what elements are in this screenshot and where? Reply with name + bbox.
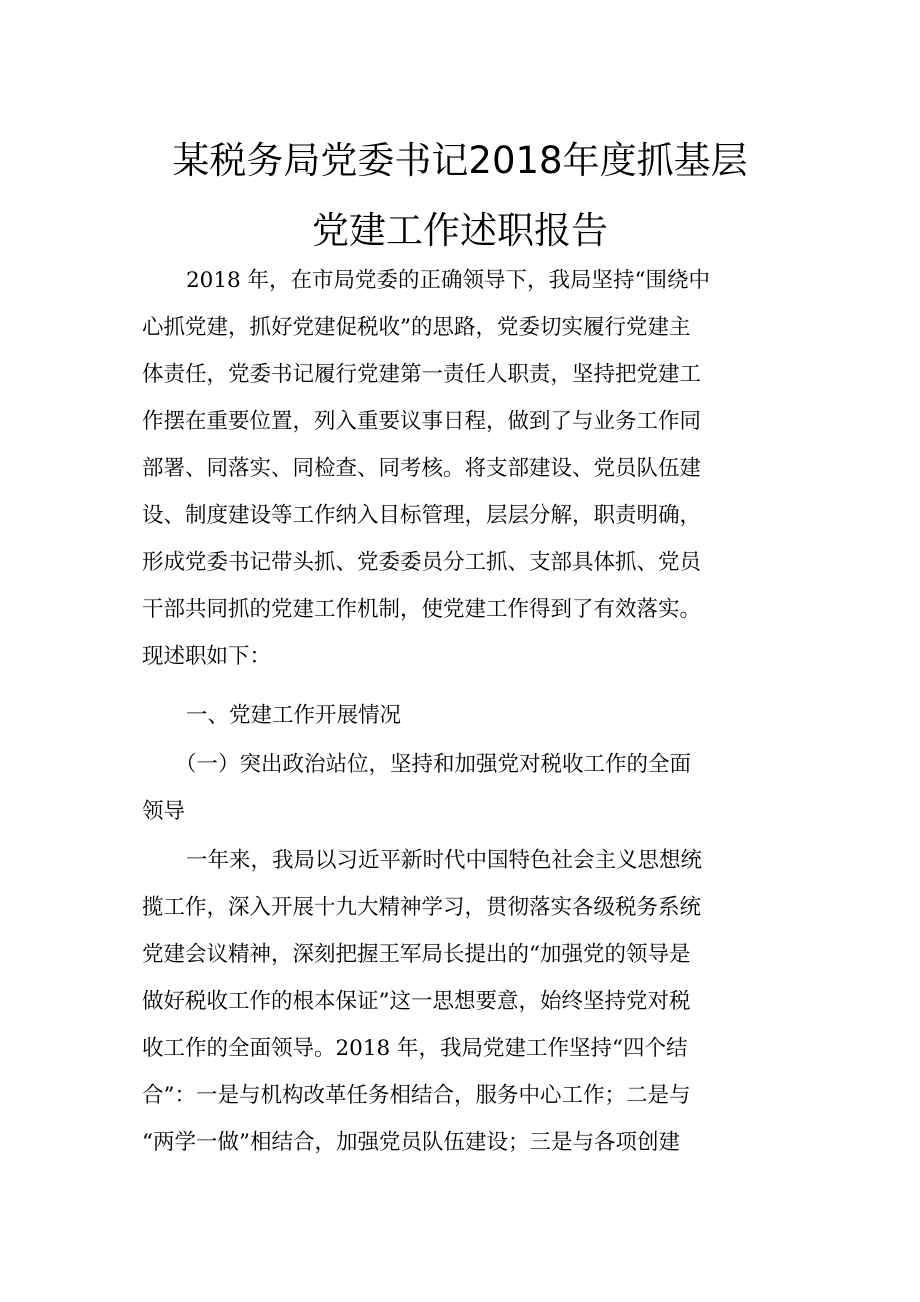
document-title-line-1: 某税务局党委书记2018年度抓基层	[172, 139, 748, 182]
paragraph-line: 合”：一是与机构改革任务相结合，服务中心工作；二是与	[142, 1083, 691, 1108]
paragraph-line: 部署、同落实、同检查、同考核。将支部建设、党员队伍建	[142, 456, 702, 481]
paragraph-line: 党建会议精神，深刻把握王军局长提出的“加强党的领导是	[142, 942, 691, 967]
subsection-heading: （一）突出政治站位，坚持和加强党对税收工作的全面	[175, 752, 692, 777]
paragraph-line: 一年来，我局以习近平新时代中国特色社会主义思想统	[186, 848, 703, 873]
section-heading: 一、党建工作开展情况	[186, 703, 402, 728]
paragraph-line: 做好税收工作的根本保证”这一思想要意，始终坚持党对税	[142, 989, 691, 1014]
paragraph-line: 收工作的全面领导。2018 年，我局党建工作坚持“四个结	[142, 1036, 688, 1061]
document-title-line-2: 党建工作述职报告	[312, 209, 608, 252]
paragraph-line: 心抓党建，抓好党建促税收”的思路，党委切实履行党建主	[142, 315, 691, 340]
paragraph-line: 形成党委书记带头抓、党委委员分工抓、支部具体抓、党员	[142, 550, 702, 575]
paragraph-line: 作摆在重要位置，列入重要议事日程，做到了与业务工作同	[142, 409, 702, 434]
subsection-heading-continuation: 领导	[142, 799, 186, 824]
paragraph-line: 干部共同抓的党建工作机制，使党建工作得到了有效落实。	[142, 597, 702, 622]
paragraph-line: 体责任，党委书记履行党建第一责任人职责，坚持把党建工	[142, 362, 702, 387]
paragraph-line: 2018 年，在市局党委的正确领导下，我局坚持“围绕中	[186, 268, 711, 293]
paragraph-line: 揽工作，深入开展十九大精神学习，贯彻落实各级税务系统	[142, 895, 702, 920]
paragraph-line: “两学一做”相结合，加强党员队伍建设；三是与各项创建	[142, 1130, 680, 1155]
paragraph-line: 设、制度建设等工作纳入目标管理，层层分解，职责明确，	[142, 503, 702, 528]
paragraph-line: 现述职如下：	[142, 644, 272, 669]
